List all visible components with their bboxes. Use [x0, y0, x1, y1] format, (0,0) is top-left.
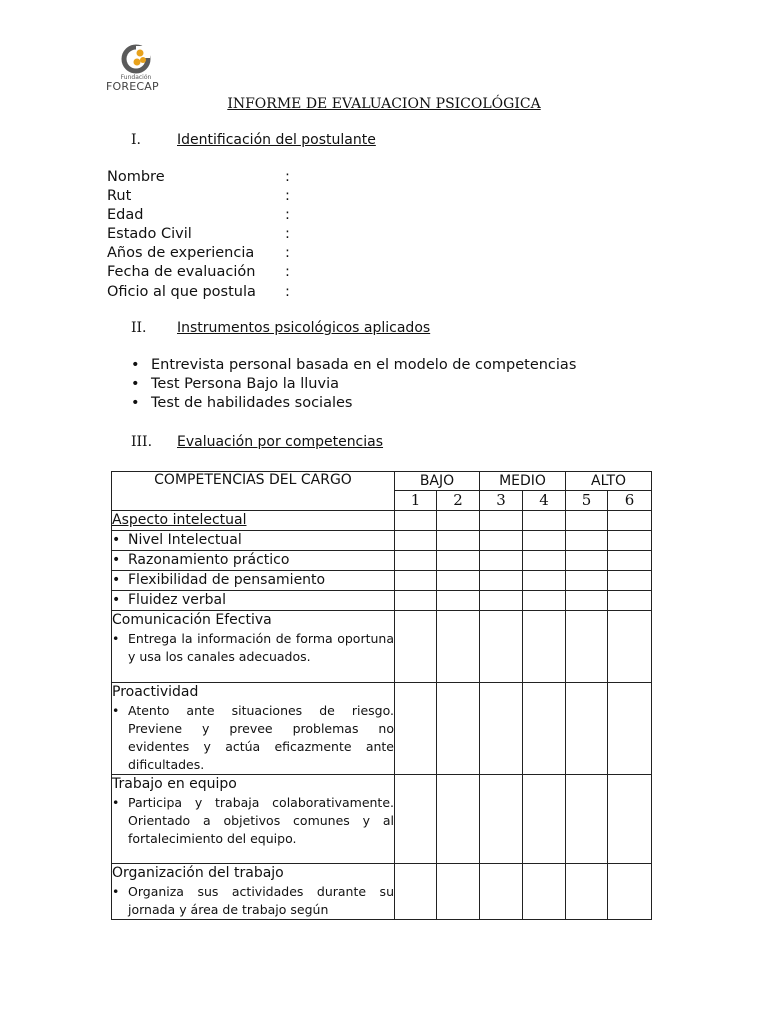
competency-description: • Entrega la información de forma oportuna y usa los canales adecuados.	[112, 630, 394, 666]
competency-group-title: Comunicación Efectiva	[112, 612, 272, 628]
table-row	[112, 683, 652, 775]
rating-cell[interactable]	[480, 511, 523, 531]
rating-cell[interactable]	[480, 551, 523, 571]
competency-cell	[112, 864, 395, 920]
rating-cell[interactable]	[566, 571, 608, 591]
rating-cell[interactable]	[480, 591, 523, 611]
rating-cell[interactable]	[480, 864, 523, 920]
rating-cell[interactable]	[523, 611, 566, 683]
competency-cell	[112, 511, 395, 531]
competency-description: • Organiza sus actividades durante su jornada y área de trabajo según	[112, 883, 394, 919]
rating-cell[interactable]	[437, 775, 480, 864]
field-colon: :	[285, 245, 290, 261]
rating-cell[interactable]	[608, 531, 652, 551]
rating-cell[interactable]	[566, 511, 608, 531]
rating-cell[interactable]	[480, 571, 523, 591]
rating-cell[interactable]	[523, 591, 566, 611]
competency-item: • Razonamiento práctico	[112, 551, 394, 570]
section-competencies	[131, 434, 383, 450]
rating-cell[interactable]	[523, 864, 566, 920]
rating-cell[interactable]	[437, 551, 480, 571]
rating-cell[interactable]	[566, 551, 608, 571]
section-label: Evaluación por competencias	[177, 434, 384, 450]
table-row	[112, 591, 652, 611]
field-label-rut: Rut	[107, 188, 132, 204]
list-item: • Entrevista personal basada en el modelo de competencias	[131, 356, 576, 375]
table-row	[112, 511, 652, 531]
field-label-estado-civil: Estado Civil	[107, 226, 192, 242]
competency-cell	[112, 683, 395, 775]
header-alto: ALTO	[566, 472, 652, 491]
rating-cell[interactable]	[395, 591, 437, 611]
rating-cell[interactable]	[437, 611, 480, 683]
competency-group-title: Aspecto intelectual	[112, 512, 247, 528]
rating-cell[interactable]	[437, 683, 480, 775]
rating-cell[interactable]	[437, 511, 480, 531]
competencies-table	[111, 471, 652, 920]
rating-cell[interactable]	[523, 551, 566, 571]
header-number: 4	[523, 491, 566, 511]
rating-cell[interactable]	[437, 571, 480, 591]
competency-group-title: Trabajo en equipo	[112, 776, 237, 792]
rating-cell[interactable]	[566, 611, 608, 683]
section-number: II.	[131, 320, 147, 336]
rating-cell[interactable]	[608, 864, 652, 920]
competency-cell	[112, 611, 395, 683]
rating-cell[interactable]	[395, 864, 437, 920]
field-label-edad: Edad	[107, 207, 144, 223]
rating-cell[interactable]	[480, 531, 523, 551]
rating-cell[interactable]	[566, 531, 608, 551]
section-number: III.	[131, 434, 153, 450]
table-row	[112, 611, 652, 683]
list-item: • Test de habilidades sociales	[131, 394, 576, 413]
field-colon: :	[285, 188, 290, 204]
rating-cell[interactable]	[395, 775, 437, 864]
competency-description: • Participa y trabaja colaborativamente. Orientado a objetivos comunes y al fortalecimiento del equipo.	[112, 794, 394, 848]
rating-cell[interactable]	[523, 683, 566, 775]
field-label-nombre: Nombre	[107, 169, 165, 185]
report-title: INFORME DE EVALUACION PSICOLÓGICA	[227, 96, 541, 112]
table-header-row	[112, 472, 652, 491]
section-identification	[131, 132, 376, 148]
competency-cell	[112, 775, 395, 864]
competency-cell	[112, 551, 395, 571]
rating-cell[interactable]	[395, 551, 437, 571]
competency-description: • Atento ante situaciones de riesgo. Previene y prevee problemas no evidentes y actúa eficazmente ante dificultades.	[112, 702, 394, 774]
rating-cell[interactable]	[608, 511, 652, 531]
rating-cell[interactable]	[566, 775, 608, 864]
field-colon: :	[285, 264, 290, 280]
table-row	[112, 531, 652, 551]
field-colon: :	[285, 226, 290, 242]
header-medio: MEDIO	[480, 472, 566, 491]
forecap-logo-icon	[116, 44, 156, 74]
header-number: 2	[437, 491, 480, 511]
field-colon: :	[285, 169, 290, 185]
rating-cell[interactable]	[480, 683, 523, 775]
forecap-logo	[106, 44, 170, 94]
header-number: 1	[395, 491, 437, 511]
rating-cell[interactable]	[608, 551, 652, 571]
rating-cell[interactable]	[395, 571, 437, 591]
rating-cell[interactable]	[395, 611, 437, 683]
logo-foundation-text: Fundación	[120, 74, 152, 81]
rating-cell[interactable]	[395, 511, 437, 531]
rating-cell[interactable]	[395, 531, 437, 551]
rating-cell[interactable]	[608, 591, 652, 611]
rating-cell[interactable]	[523, 775, 566, 864]
rating-cell[interactable]	[566, 864, 608, 920]
competency-item: • Fluidez verbal	[112, 591, 394, 610]
logo-name-text: FORECAP	[106, 80, 159, 93]
rating-cell[interactable]	[608, 611, 652, 683]
section-label: Identificación del postulante	[177, 132, 376, 148]
rating-cell[interactable]	[523, 511, 566, 531]
competency-cell	[112, 531, 395, 551]
rating-cell[interactable]	[566, 591, 608, 611]
table-row	[112, 775, 652, 864]
rating-cell[interactable]	[480, 611, 523, 683]
header-number: 5	[566, 491, 608, 511]
rating-cell[interactable]	[437, 864, 480, 920]
rating-cell[interactable]	[437, 591, 480, 611]
rating-cell[interactable]	[566, 683, 608, 775]
list-item: • Test Persona Bajo la lluvia	[131, 375, 576, 394]
competency-group-title: Proactividad	[112, 684, 199, 700]
section-label: Instrumentos psicológicos aplicados	[177, 320, 431, 336]
header-number: 3	[480, 491, 523, 511]
rating-cell[interactable]	[608, 571, 652, 591]
competency-cell	[112, 571, 395, 591]
section-number: I.	[131, 132, 141, 148]
rating-cell[interactable]	[523, 531, 566, 551]
competency-item: • Flexibilidad de pensamiento	[112, 571, 394, 590]
header-number: 6	[608, 491, 652, 511]
header-competencias: COMPETENCIAS DEL CARGO	[112, 472, 395, 511]
rating-cell[interactable]	[608, 683, 652, 775]
rating-cell[interactable]	[608, 775, 652, 864]
table-row	[112, 864, 652, 920]
field-label-fecha: Fecha de evaluación	[107, 264, 256, 280]
rating-cell[interactable]	[480, 775, 523, 864]
field-colon: :	[285, 207, 290, 223]
rating-cell[interactable]	[523, 571, 566, 591]
competency-item: • Nivel Intelectual	[112, 531, 394, 550]
table-row	[112, 551, 652, 571]
section-instruments	[131, 320, 430, 336]
field-label-experiencia: Años de experiencia	[107, 245, 255, 261]
rating-cell[interactable]	[437, 531, 480, 551]
instruments-list	[131, 356, 576, 413]
rating-cell[interactable]	[395, 683, 437, 775]
table-row	[112, 571, 652, 591]
competency-cell	[112, 591, 395, 611]
field-colon: :	[285, 284, 290, 300]
header-bajo: BAJO	[395, 472, 480, 491]
field-label-oficio: Oficio al que postula	[107, 284, 256, 300]
competency-group-title: Organización del trabajo	[112, 865, 284, 881]
